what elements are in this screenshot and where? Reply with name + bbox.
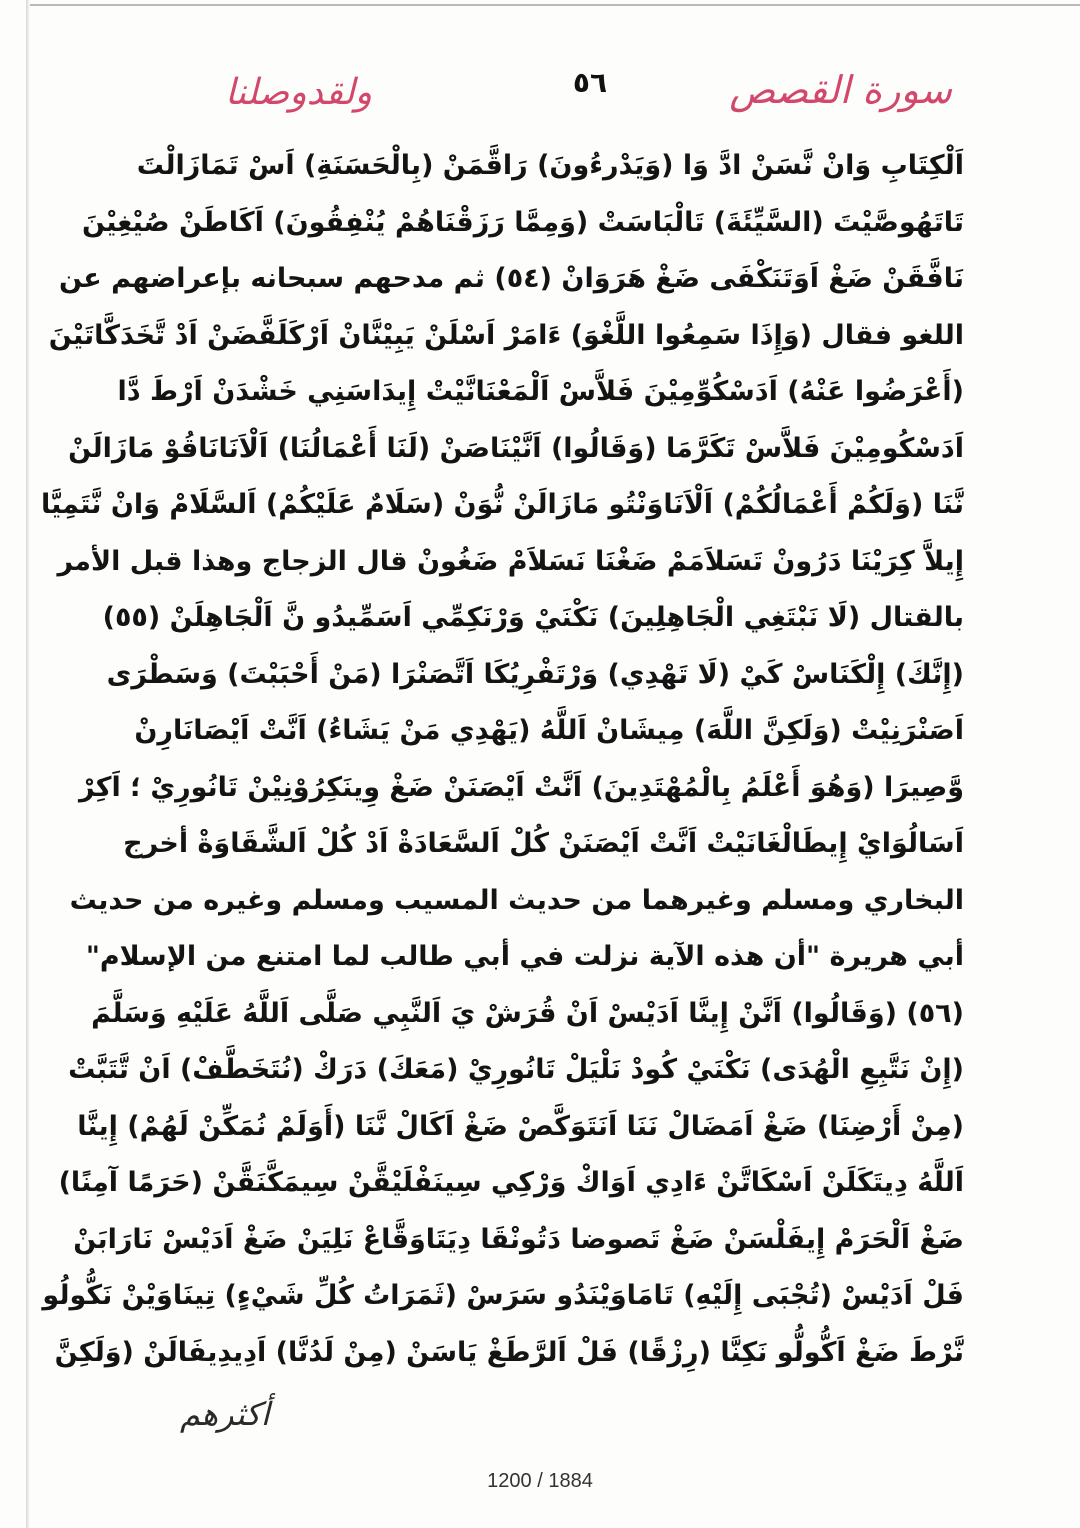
text-line: اَلْكِتَابِ وَانْ نَّسَنْ ادَّ وَا (وَيَدْرءُونَ) رَاقَّمَنْ (بِالْحَسَنَةِ) اَسْ تَمَازَالْتَ (136, 150, 964, 181)
body-text (41, 138, 964, 1381)
text-line: إِيلاَّ كِرَيْنَا دَرُونْ تَسَلاَمَمْ ضَغْنَا نَسَلاَمْ ضَغُونْ قال الزجاج وهذا قبل الأمر (57, 545, 964, 577)
surah-title: سورة القصص (729, 68, 952, 112)
catchword: أكثرهم (180, 1395, 270, 1433)
page-number: ٥٦ (572, 66, 608, 99)
text-line: (إِنْ نَتَّبِعِ الْهُدَى) نَكْنَيْ كُودْ نَلْيَلْ تَانُورِيْ (مَعَكَ) دَرَكْ (نُتَخَطَّفْ) اَنْ تَّتَبَّتْ (68, 1054, 964, 1085)
text-line: نَّنَا (وَلَكُمْ أَعْمَالُكُمْ) اَلْاَنَاوَنْتُو مَازَالَنْ نُّوَنْ (سَلَامٌ عَلَيْكُمْ) اَلسَّلَامْ وَانْ نَّتَمِيَّا (41, 489, 964, 520)
text-line: البخاري ومسلم وغيرهما من حديث المسيب ومسلم وغيره من حديث (69, 884, 964, 916)
text-line: (٥٦) (وَقَالُوا) اَنَّنْ إِينَّا اَدَيْسْ اَنْ قُرَشْ يَ اَلنَّبِي صَلَّى اَللَّهُ عَلَيْهِ وَسَلَّمَ (91, 997, 964, 1029)
text-line: تَاتَهُوصَّيْتَ (السَّيِّئَةَ) تَالْبَاسَتْ (وَمِمَّا رَزَقْنَاهُمْ يُنْفِقُونَ) اَكَاطَنْ صُيْغِيْنَ (81, 206, 964, 238)
text-line: (أَعْرَضُوا عَنْهُ) اَدَسْكُوِّمِيْنَ فَلاَّسْ اَلْمَعْنَانَّيْتْ إِيدَاسَنِي خَشْدَنْ اَرْطَ دَّا (117, 376, 964, 407)
text-line: أبي هريرة "أن هذه الآية نزلت في أبي طالب لما امتنع من الإسلام" (85, 941, 964, 972)
text-line: نَافَّقَنْ ضَغْ اَوَتَنَكْفَى ضَغْ هَرَوَانْ (٥٤) ثم مدحهم سبحانه بإعراضهم عن (58, 263, 964, 294)
text-line: (مِنْ أَرْضِنَا) ضَغْ اَمَضَالْ نَنَا اَنَتَوَكَّصْ ضَغْ اَكَالْ نَّنَا (أَوَلَمْ نُمَكِّنْ لَهُمْ) إِينَّا (77, 1110, 964, 1142)
page-top-edge (30, 4, 1080, 6)
text-line: (إِنَّكَ) إِلْكَنَاسْ كَيْ (لَا تَهْدِي) وَرْتَفْرِيُكَا اَتَّصَنْرَا (مَنْ أَحْبَبْتَ) وَسَطْرَى (106, 658, 964, 690)
text-line: اَللَّهُ دِيتَكَلَنْ اَسْكَاتَّنْ ءَادِي اَوَاكْ وَرْكِي سِينَفْلَيْقَّنْ سِيمَكَّنَقَّنْ (حَرَمًا آمِنًا) (58, 1167, 964, 1198)
text-line: اَصَنْرَنِيْتْ (وَلَكِنَّ اللَّهَ) مِيشَانْ اَللَّهُ (يَهْدِي مَنْ يَشَاءُ) اَنَّتْ اَيْصَانَارِنْ (134, 715, 964, 746)
text-line: اَسَالُوَايْ إِيطَالْغَانَيْتْ اَنَّتْ اَيْصَنَنْ كُلْ اَلسَّعَادَةْ اَدْ كُلْ اَلشَّقَاوَةْ أخرج (123, 828, 964, 859)
text-line: اَدَسْكُومِيْنَ فَلاَّسْ تَكَرَّمَا (وَقَالُوا) اَنَّيْنَاصَنْ (لَنَا أَعْمَالُنَا) اَلْاَنَانَاقُوْ مَازَالَنْ (68, 432, 964, 464)
text-line: نَّرْطَ ضَغْ اَكُّولُّو نَكِنَّا (رِزْقًا) فَلْ اَلرَّطَغْ يَاسَنْ (مِنْ لَدُنَّا) اَدِيدِيفَالَنْ (وَلَكِنَّ (54, 1336, 964, 1368)
page-left-edge-shadow (26, 0, 30, 1528)
page-counter: 1200 / 1884 (487, 1470, 593, 1492)
text-line: ضَغْ اَلْحَرَمْ إِيفَلْسَنْ ضَغْ تَصوضا دَتُونْقَا دِيَتَاوَقَّاعْ نَلِيَنْ ضَغْ اَدَيْسْ نَارَابَنْ (73, 1223, 964, 1255)
text-line: اللغو فقال (وَإِذَا سَمِعُوا اللَّغْوَ) ءَامَرْ اَسْلَنْ يَبِيْنَّانْ اَرْكَلَفَّضَنْ اَدْ تَّخَدَكَّاتَيْنَ (48, 319, 964, 351)
text-line: بالقتال (لَا نَبْتَغِي الْجَاهِلِينَ) نَكْنَيْ وَرْنَكِمِّي اَسَمِّيدُو نَّ اَلْجَاهِلَنْ (٥٥) (102, 602, 964, 633)
header-handwritten-note: ولقدوصلنا (225, 72, 373, 113)
text-line: فَلْ اَدَيْسْ (تُجْبَى إِلَيْهِ) تَامَاوَيْنَدُو سَرَسْ (ثَمَرَاتُ كُلِّ شَيْءٍ) تِينَاوَيْنْ نَكُّولُو (42, 1280, 964, 1311)
text-line: وَّصِيرَا (وَهُوَ أَعْلَمُ بِالْمُهْتَدِينَ) اَنَّتْ اَيْصَنَنْ ضَغْ وِينَكِرُوْنِيْنْ تَانُورِيْ ؛ اَكِرْ (78, 771, 964, 803)
